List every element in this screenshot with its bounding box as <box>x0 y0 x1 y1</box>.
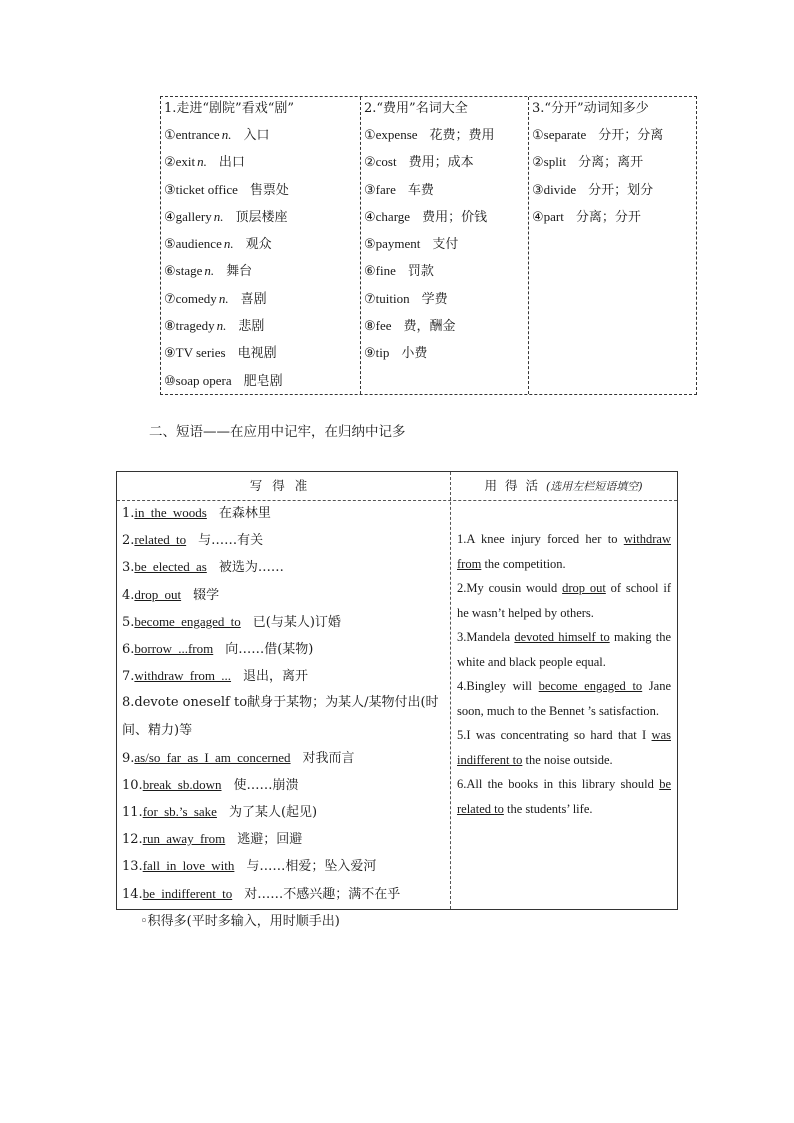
phrase-text: fall in love with <box>142 858 235 874</box>
vocab-item <box>164 203 360 230</box>
chinese-meaning: 分开；分离 <box>598 128 664 143</box>
english-word: tragedy <box>175 318 215 334</box>
phrase-number: 3. <box>122 560 135 576</box>
vocab-item <box>532 203 696 230</box>
phrase-row <box>122 553 447 580</box>
english-word: tuition <box>375 290 410 306</box>
chinese-meaning: 出口 <box>218 155 245 171</box>
chinese-meaning: 分开；划分 <box>588 182 654 198</box>
chinese-meaning: 费，酬金 <box>403 319 456 335</box>
phrase-row <box>122 581 447 608</box>
sentence-text: Jane soon, much to the Bennet ’s satisfaction. <box>457 679 672 718</box>
english-word: split <box>543 154 567 170</box>
phrase-row <box>122 526 447 553</box>
phrase-row <box>122 852 447 879</box>
phrase-meaning: 退出，离开 <box>243 669 309 685</box>
vocab-item <box>364 176 528 203</box>
phrase-row <box>122 798 447 825</box>
item-number: ⑩ <box>164 373 176 389</box>
vocab-item <box>364 285 528 312</box>
vocab-column-theatre <box>161 97 361 394</box>
phrase-text: break sb.down <box>142 776 222 792</box>
item-number: ② <box>364 155 376 171</box>
answer-phrase: devoted himself to <box>514 630 610 644</box>
phrase-row <box>122 635 447 662</box>
item-number: ⑤ <box>164 237 176 253</box>
item-number: ⑤ <box>364 237 376 253</box>
english-word: comedy <box>175 290 217 306</box>
table-header <box>117 472 677 501</box>
chinese-meaning: 费用；成本 <box>408 155 474 171</box>
vocab-item <box>364 148 528 175</box>
vocab-column-title: 2.“费用”名词大全 <box>364 101 468 116</box>
chinese-meaning: 支付 <box>432 237 459 253</box>
item-number: ③ <box>532 182 544 198</box>
phrase-meaning: 使……崩溃 <box>233 777 299 793</box>
phrase-text: in the woods <box>134 505 207 520</box>
phrase-row <box>122 689 447 743</box>
vocab-item <box>164 148 360 175</box>
phrase-number: 11. <box>122 805 143 821</box>
sentence-item <box>457 625 671 674</box>
sentence-text: 5.I was concentrating so hard that I <box>457 728 652 742</box>
english-word: fine <box>375 263 396 279</box>
phrase-list <box>122 499 447 907</box>
phrase-row <box>122 744 447 771</box>
phrase-row <box>122 825 447 852</box>
chinese-meaning: 肥皂剧 <box>243 373 283 389</box>
vocab-item <box>364 312 528 339</box>
item-number: ① <box>532 128 544 143</box>
vocab-list <box>364 121 528 367</box>
phrase-row <box>122 662 447 689</box>
english-word: entrance <box>175 127 220 142</box>
vocab-item <box>532 176 696 203</box>
phrase-meaning: 被选为…… <box>218 560 284 576</box>
phrase-number: 10. <box>122 777 143 793</box>
part-of-speech: n. <box>216 318 227 334</box>
item-number: ⑥ <box>164 264 176 280</box>
english-word: cost <box>375 154 397 170</box>
vocab-column-fees <box>361 97 529 394</box>
phrase-number: 5. <box>122 614 135 630</box>
chinese-meaning: 罚款 <box>407 264 434 280</box>
english-word: fare <box>375 181 396 197</box>
answer-phrase: drop out <box>562 581 606 595</box>
item-number: ② <box>164 155 176 171</box>
phrase-text: drop out <box>134 586 182 602</box>
sentence-item <box>457 674 671 723</box>
chinese-meaning: 悲剧 <box>238 319 265 335</box>
phrase-text: be elected as <box>134 559 207 575</box>
vocab-item <box>364 339 528 366</box>
phrase-table <box>116 471 678 910</box>
phrase-row <box>122 608 447 635</box>
phrase-meaning: 向……借(某物) <box>225 641 314 657</box>
vocab-item <box>164 257 360 284</box>
phrase-row <box>122 499 447 526</box>
vocab-item <box>364 230 528 257</box>
sentence-text: the noise outside. <box>522 752 613 767</box>
phrase-meaning: 为了某人(起见) <box>228 805 318 821</box>
vocab-item <box>164 230 360 257</box>
chinese-meaning: 车费 <box>407 182 434 198</box>
item-number: ⑧ <box>164 319 176 335</box>
sentence-text: the students’ life. <box>503 801 593 816</box>
vocab-item <box>164 339 360 366</box>
english-word: payment <box>375 236 421 252</box>
item-number: ④ <box>364 209 376 225</box>
sentence-text: making the white and black people equal. <box>457 630 671 669</box>
phrase-text: run away from <box>142 831 226 847</box>
chinese-meaning: 喜剧 <box>240 291 267 307</box>
vocab-item <box>532 121 696 148</box>
chinese-meaning: 花费；费用 <box>429 128 495 143</box>
phrase-number: 8. <box>122 695 135 711</box>
phrase-meaning: 献身于某物；为某人/某物付出(时间、精力)等 <box>122 695 439 738</box>
chinese-meaning: 售票处 <box>249 182 289 198</box>
item-number: ① <box>164 128 176 143</box>
vocab-column-separate <box>529 97 696 394</box>
chinese-meaning: 分离；分开 <box>575 209 641 225</box>
vocab-list <box>164 121 360 394</box>
chinese-meaning: 小费 <box>401 346 428 362</box>
phrase-number: 1. <box>122 506 135 521</box>
phrase-meaning: 对……不感兴趣；满不在乎 <box>244 886 401 902</box>
phrase-meaning: 与……有关 <box>198 533 264 549</box>
english-word: fee <box>375 318 392 334</box>
chinese-meaning: 舞台 <box>226 264 253 280</box>
part-of-speech: n. <box>204 263 215 279</box>
english-word: part <box>543 208 564 224</box>
vocab-item <box>164 285 360 312</box>
sentence-text: 3.Mandela <box>457 630 515 644</box>
part-of-speech: n. <box>213 208 224 224</box>
phrase-text: borrow ...from <box>134 640 214 656</box>
item-number: ⑨ <box>364 346 376 362</box>
english-word: soap opera <box>175 372 232 388</box>
phrase-text: be indifferent to <box>142 885 233 901</box>
phrase-number: 7. <box>122 669 135 685</box>
phrase-number: 9. <box>122 750 135 766</box>
answer-phrase: become engaged to <box>538 679 643 693</box>
english-word: TV series <box>175 345 226 361</box>
chinese-meaning: 顶层楼座 <box>235 209 288 225</box>
phrase-text: for sb.’s sake <box>142 804 217 820</box>
footnote: ◦积得多(平时多输入，用时顺手出) <box>140 914 340 929</box>
vocab-item <box>164 312 360 339</box>
item-number: ⑧ <box>364 319 376 335</box>
vocab-box <box>160 96 697 395</box>
english-word: tip <box>375 345 390 361</box>
item-number: ① <box>364 128 376 143</box>
phrase-meaning: 辍学 <box>193 587 220 603</box>
english-word: exit <box>175 154 196 170</box>
sentence-item <box>457 772 671 821</box>
sentence-item <box>457 527 671 576</box>
answer-phrase: withdraw from <box>457 532 671 571</box>
header-right-note: (选用左栏短语填空) <box>545 480 643 493</box>
chinese-meaning: 电视剧 <box>237 346 277 362</box>
item-number: ⑦ <box>164 291 176 307</box>
phrase-text: become engaged to <box>134 613 241 629</box>
sentence-text: 2.My cousin would <box>457 581 563 595</box>
phrase-row <box>122 880 447 907</box>
sentence-text: 6.All the books in this library should <box>457 777 660 791</box>
english-word: audience <box>175 236 222 252</box>
item-number: ③ <box>364 182 376 198</box>
vocab-item <box>364 203 528 230</box>
column-divider <box>450 472 451 909</box>
item-number: ③ <box>164 182 176 198</box>
header-right-main: 用得活 <box>484 478 546 493</box>
phrase-number: 13. <box>122 859 143 875</box>
item-number: ④ <box>164 209 176 225</box>
english-word: ticket office <box>175 181 238 197</box>
part-of-speech: n. <box>223 236 234 252</box>
phrase-text: related to <box>134 532 187 548</box>
header-left: 写得准 <box>249 478 318 493</box>
sentence-text: 1.A knee injury forced her to <box>457 532 624 546</box>
phrase-row <box>122 771 447 798</box>
english-word: expense <box>375 127 418 142</box>
part-of-speech: n. <box>218 290 229 306</box>
answer-phrase: be related to <box>457 777 671 816</box>
english-word: separate <box>543 127 587 142</box>
phrase-text: devote oneself to <box>134 695 248 711</box>
vocab-column-title: 3.“分开”动词知多少 <box>532 101 649 116</box>
chinese-meaning: 学费 <box>421 291 448 307</box>
english-word: divide <box>543 181 577 197</box>
part-of-speech: n. <box>221 127 232 142</box>
item-number: ④ <box>532 209 544 225</box>
phrase-meaning: 对我而言 <box>302 750 355 766</box>
english-word: stage <box>175 263 203 279</box>
chinese-meaning: 观众 <box>245 237 272 253</box>
vocab-column-title: 1.走进“剧院”看戏“剧” <box>164 101 294 116</box>
english-word: charge <box>375 208 411 224</box>
chinese-meaning: 入口 <box>243 128 270 143</box>
item-number: ⑥ <box>364 264 376 280</box>
header-right <box>450 472 677 500</box>
sentence-item <box>457 723 671 772</box>
answer-phrase: was indifferent to <box>457 728 671 767</box>
phrase-text: as/so far as I am concerned <box>134 749 291 765</box>
phrase-meaning: 与……相爱；坠入爱河 <box>246 859 377 875</box>
section-title: 二、短语——在应用中记牢，在归纳中记多 <box>149 424 406 440</box>
phrase-number: 2. <box>122 533 135 549</box>
phrase-meaning: 已(与某人)订婚 <box>252 614 341 630</box>
chinese-meaning: 费用；价钱 <box>422 209 488 225</box>
phrase-meaning: 逃避；回避 <box>237 832 303 848</box>
chinese-meaning: 分离；离开 <box>578 155 644 171</box>
item-number: ⑨ <box>164 346 176 362</box>
vocab-item <box>164 176 360 203</box>
vocab-item <box>532 148 696 175</box>
item-number: ② <box>532 155 544 171</box>
sentence-text: the competition. <box>481 556 566 571</box>
sentence-item <box>457 576 671 625</box>
sentence-text: of school if he wasn’t helped by others. <box>457 581 671 620</box>
phrase-number: 12. <box>122 832 143 848</box>
phrase-meaning: 在森林里 <box>218 506 271 521</box>
phrase-text: withdraw from ... <box>134 668 232 684</box>
sentence-list <box>457 527 671 821</box>
vocab-list <box>532 121 696 230</box>
phrase-number: 4. <box>122 587 135 603</box>
vocab-item <box>164 367 360 394</box>
part-of-speech: n. <box>197 154 207 170</box>
english-word: gallery <box>175 208 212 224</box>
phrase-number: 6. <box>122 641 135 657</box>
vocab-item <box>164 121 360 148</box>
vocab-item <box>364 121 528 148</box>
item-number: ⑦ <box>364 291 376 307</box>
vocab-item <box>364 257 528 284</box>
phrase-number: 14. <box>122 886 143 902</box>
sentence-text: 4.Bingley will <box>457 679 539 693</box>
